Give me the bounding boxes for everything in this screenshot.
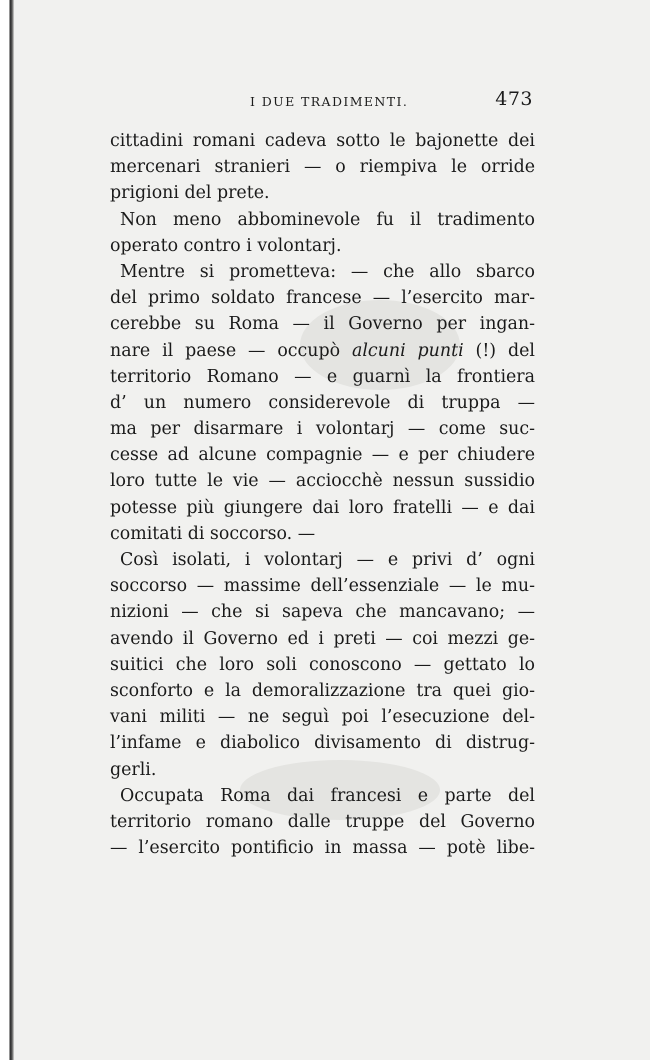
text-line: avendo il Governo ed i preti — coi mezzi ge- bbox=[110, 628, 535, 649]
text-fragment: (!) del bbox=[463, 340, 535, 361]
text-line: vani militi — ne seguì poi l’esecuzione del- bbox=[110, 707, 535, 728]
text-fragment: nare il paese — occupò bbox=[110, 340, 352, 361]
text-line: l’infame e diabolico divisamento di distrug- bbox=[110, 733, 535, 754]
text-line: Così isolati, i volontarj — e privi d’ ogni bbox=[120, 550, 535, 570]
text-line: — l’esercito pontificio in massa — potè libe- bbox=[110, 838, 535, 859]
text-line: nizioni — che si sapeva che mancavano; — bbox=[110, 602, 535, 623]
text-line: potesse più giungere dai loro fratelli — e dai bbox=[110, 497, 535, 518]
text-line: del primo soldato francese — l’esercito mar- bbox=[110, 288, 535, 309]
running-head bbox=[110, 90, 535, 116]
text-line: d’ un numero considerevole di truppa — bbox=[110, 392, 535, 413]
text-line: territorio Romano — e guarnì la frontiera bbox=[110, 366, 535, 387]
text-line: operato contro i volontarj. bbox=[110, 235, 342, 256]
text-line: cittadini romani cadeva sotto le bajonette dei bbox=[110, 131, 535, 151]
text-line: suitici che loro soli conoscono — gettato lo bbox=[110, 654, 535, 675]
body-text bbox=[110, 128, 535, 861]
text-line: gerli. bbox=[110, 759, 157, 780]
text-line: sconforto e la demoralizzazione tra quei gio- bbox=[110, 680, 535, 701]
text-line: cerebbe su Roma — il Governo per ingan- bbox=[110, 314, 535, 335]
text-line: Non meno abbominevole fu il tradimento bbox=[120, 209, 535, 230]
text-line: Occupata Roma dai francesi e parte del bbox=[120, 785, 535, 806]
text-line: mercenari stranieri — o riempiva le orride bbox=[110, 157, 535, 178]
text-line: cesse ad alcune compagnie — e per chiudere bbox=[110, 445, 535, 466]
text-line: ma per disarmare i volontarj — come suc- bbox=[110, 419, 535, 440]
text-line bbox=[110, 338, 535, 364]
binding-edge bbox=[0, 0, 14, 1060]
text-line: territorio romano dalle truppe del Governo bbox=[110, 811, 535, 832]
running-title: I DUE TRADIMENTI. bbox=[250, 94, 409, 109]
text-line: comitati di soccorso. — bbox=[110, 523, 316, 544]
text-line: soccorso — massime dell’essenziale — le mu- bbox=[110, 576, 535, 597]
page-number: 473 bbox=[495, 88, 533, 110]
text-line: Mentre si prometteva: — che allo sbarco bbox=[120, 261, 535, 282]
text-line: loro tutte le vie — acciocchè nessun sussidio bbox=[110, 471, 535, 492]
text-line: prigioni del prete. bbox=[110, 183, 270, 204]
italic-phrase: alcuni punti bbox=[352, 340, 464, 361]
